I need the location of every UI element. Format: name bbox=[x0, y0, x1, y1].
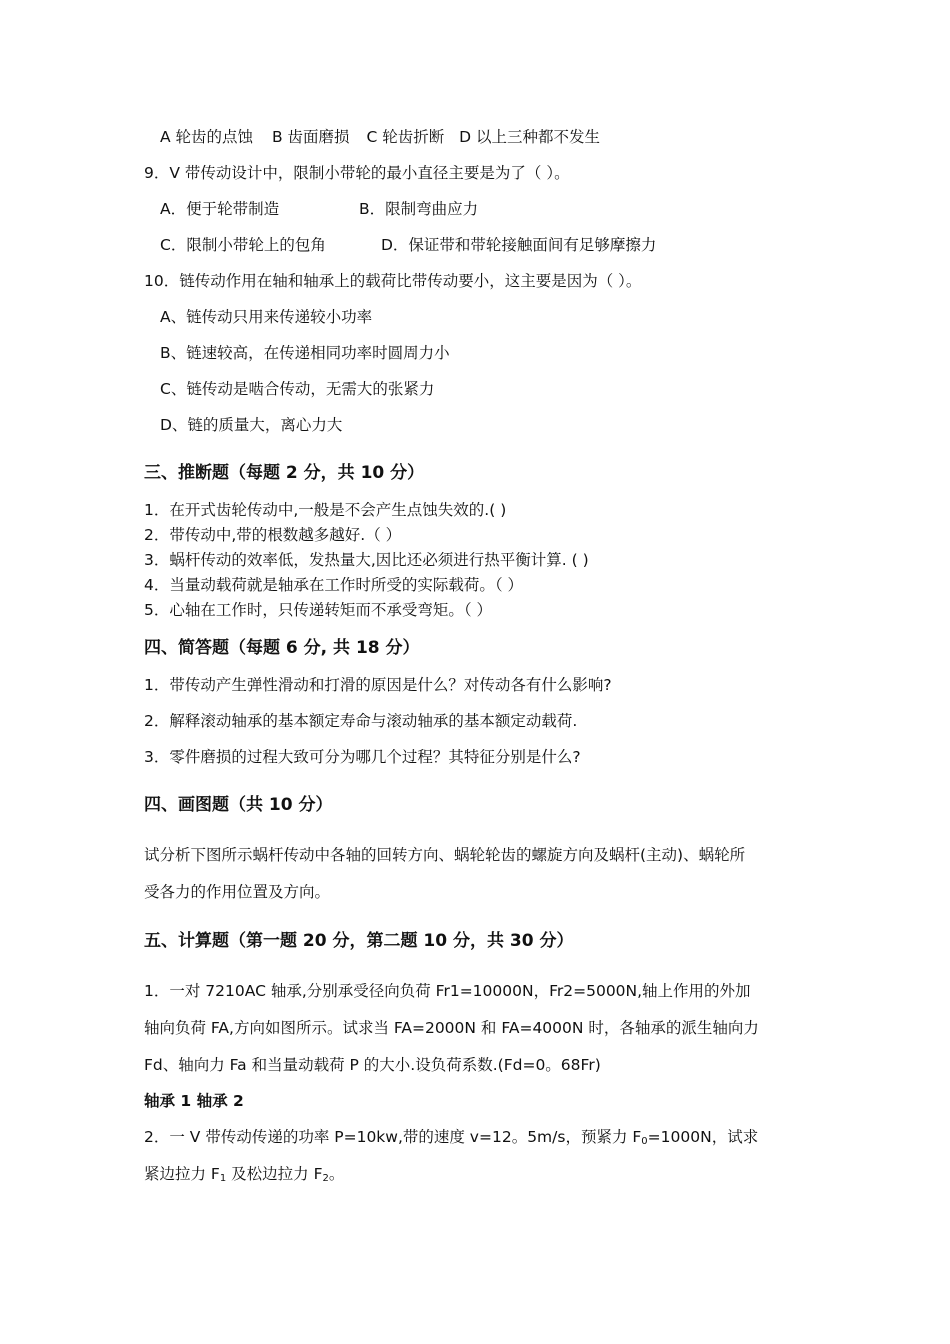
subscript-1: 1 bbox=[219, 1173, 227, 1184]
section3-item-4: 4．当量动载荷就是轴承在工作时所受的实际载荷。（ ） bbox=[144, 576, 524, 594]
q10-option-d: D、链的质量大，离心力大 bbox=[160, 416, 343, 434]
q10-stem: 10．链传动作用在轴和轴承上的载荷比带传动要小，这主要是因为（ ）。 bbox=[144, 272, 642, 290]
q8-option-a: A 轮齿的点蚀 bbox=[160, 128, 254, 146]
section4-item-2: 2．解释滚动轴承的基本额定寿命与滚动轴承的基本额定动载荷. bbox=[144, 712, 578, 730]
q9-option-b: B．限制弯曲应力 bbox=[359, 200, 479, 218]
section3-item-3: 3．蜗杆传动的效率低，发热量大,因比还必须进行热平衡计算. ( ) bbox=[144, 551, 589, 569]
q10-option-c: C、链传动是啮合传动，无需大的张紧力 bbox=[160, 380, 435, 398]
section3-title: 三、推断题（每题 2 分，共 10 分） bbox=[144, 463, 425, 483]
section4-title: 四、简答题（每题 6 分, 共 18 分） bbox=[144, 638, 420, 658]
calc-problem-2-text-b: =1000N，试求 bbox=[647, 1128, 759, 1146]
subscript-0: 0 bbox=[641, 1136, 648, 1147]
section3-item-2: 2．带传动中,带的根数越多越好.（ ） bbox=[144, 526, 402, 544]
calc-problem-2-text-c: 紧边拉力 F bbox=[144, 1165, 220, 1183]
calc-problem-2-text-d: 及松边拉力 F bbox=[226, 1165, 323, 1183]
q9-option-c: C．限制小带轮上的包角 bbox=[160, 236, 326, 254]
calc-problem-2-text-a: 2．一 V 带传动传递的功率 P=10kw,带的速度 v=12。5m/s，预紧力 F bbox=[144, 1128, 642, 1146]
q10-option-a: A、链传动只用来传递较小功率 bbox=[160, 308, 373, 326]
section5-title: 五、计算题（第一题 20 分，第二题 10 分，共 30 分） bbox=[144, 931, 574, 951]
section4b-line-2: 受各力的作用位置及方向。 bbox=[144, 883, 331, 901]
q9-option-a: A．便于轮带制造 bbox=[160, 200, 280, 218]
section4-item-1: 1．带传动产生弹性滑动和打滑的原因是什么？对传动各有什么影响? bbox=[144, 676, 612, 694]
q8-option-b: B 齿面磨损 bbox=[271, 128, 350, 146]
calc-problem-2-line-1 bbox=[144, 1127, 758, 1152]
q9-option-d: D．保证带和带轮接触面间有足够摩擦力 bbox=[381, 236, 657, 254]
section4b-title: 四、画图题（共 10 分） bbox=[144, 795, 333, 815]
q8-option-d: D 以上三种都不发生 bbox=[459, 128, 601, 146]
calc-problem-2-text-e: 。 bbox=[328, 1165, 345, 1183]
section4-item-3: 3．零件磨损的过程大致可分为哪几个过程？其特征分别是什么? bbox=[144, 748, 581, 766]
bearing-label: 轴承 1 轴承 2 bbox=[144, 1092, 244, 1110]
q8-options bbox=[160, 127, 600, 147]
calc-problem-1-line-1: 1．一对 7210AC 轴承,分别承受径向负荷 Fr1=10000N，Fr2=5000N,轴上作用的外加 bbox=[144, 982, 751, 1000]
q10-option-b: B、链速较高，在传递相同功率时圆周力小 bbox=[160, 344, 450, 362]
section3-item-5: 5．心轴在工作时，只传递转矩而不承受弯矩。（ ） bbox=[144, 601, 493, 619]
subscript-2: 2 bbox=[322, 1173, 329, 1184]
calc-problem-1-line-3: Fd、轴向力 Fa 和当量动载荷 P 的大小.设负荷系数.(Fd=0。68Fr) bbox=[144, 1056, 601, 1074]
calc-problem-1-line-2: 轴向负荷 FA,方向如图所示。试求当 FA=2000N 和 FA=4000N 时，各轴承的派生轴向力 bbox=[144, 1019, 759, 1037]
calc-problem-2-line-2 bbox=[144, 1164, 344, 1189]
section4b-line-1: 试分析下图所示蜗杆传动中各轴的回转方向、蜗轮轮齿的螺旋方向及蜗杆(主动)、蜗轮所 bbox=[144, 846, 746, 864]
section3-item-1: 1．在开式齿轮传动中,一般是不会产生点蚀失效的.( ) bbox=[144, 501, 507, 519]
q9-stem: 9．V 带传动设计中，限制小带轮的最小直径主要是为了（ ）。 bbox=[144, 164, 570, 182]
q8-option-c: C 轮齿折断 bbox=[366, 128, 445, 146]
